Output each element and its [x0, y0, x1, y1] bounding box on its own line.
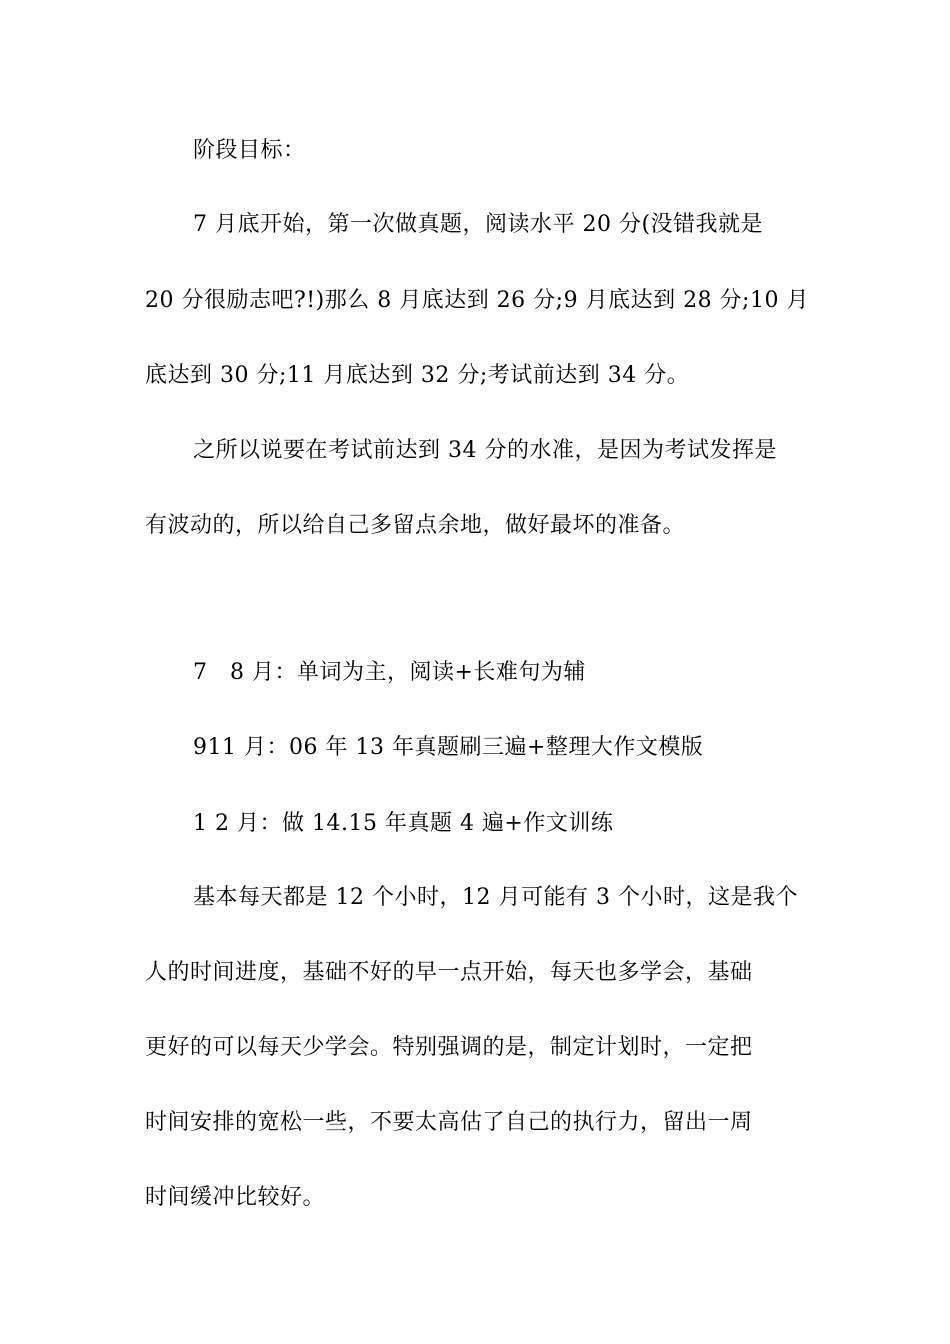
schedule-item-sep-nov: 911 月：06 年 13 年真题刷三遍+整理大作文模版 [193, 735, 704, 760]
schedule-item-dec: 1 2 月：做 14.15 年真题 4 遍+作文训练 [193, 811, 614, 836]
paragraph-3-line-4: 时间安排的宽松一些，不要太高估了自己的执行力，留出一周 [145, 1110, 753, 1135]
paragraph-3-line-3: 更好的可以每天少学会。特别强调的是，制定计划时，一定把 [145, 1035, 753, 1060]
paragraph-2-line-2: 有波动的，所以给自己多留点余地，做好最坏的准备。 [145, 513, 686, 538]
paragraph-1-line-3: 底达到 30 分;11 月底达到 32 分;考试前达到 34 分。 [145, 363, 690, 388]
schedule-item-jul-aug: 7 8 月：单词为主，阅读+长难句为辅 [193, 660, 586, 685]
paragraph-1-line-1: 7 月底开始，第一次做真题，阅读水平 20 分(没错我就是 [193, 212, 764, 237]
paragraph-3-line-1: 基本每天都是 12 个小时，12 月可能有 3 个小时，这是我个 [193, 885, 798, 910]
paragraph-3-line-2: 人的时间进度，基础不好的早一点开始，每天也多学会，基础 [145, 960, 753, 985]
paragraph-3-line-5: 时间缓冲比较好。 [145, 1185, 326, 1210]
paragraph-2-line-1: 之所以说要在考试前达到 34 分的水准，是因为考试发挥是 [193, 438, 777, 463]
paragraph-1-line-2: 20 分很励志吧?!)那么 8 月底达到 26 分;9 月底达到 28 分;10 月 [145, 288, 809, 313]
section-heading: 阶段目标： [193, 138, 306, 163]
